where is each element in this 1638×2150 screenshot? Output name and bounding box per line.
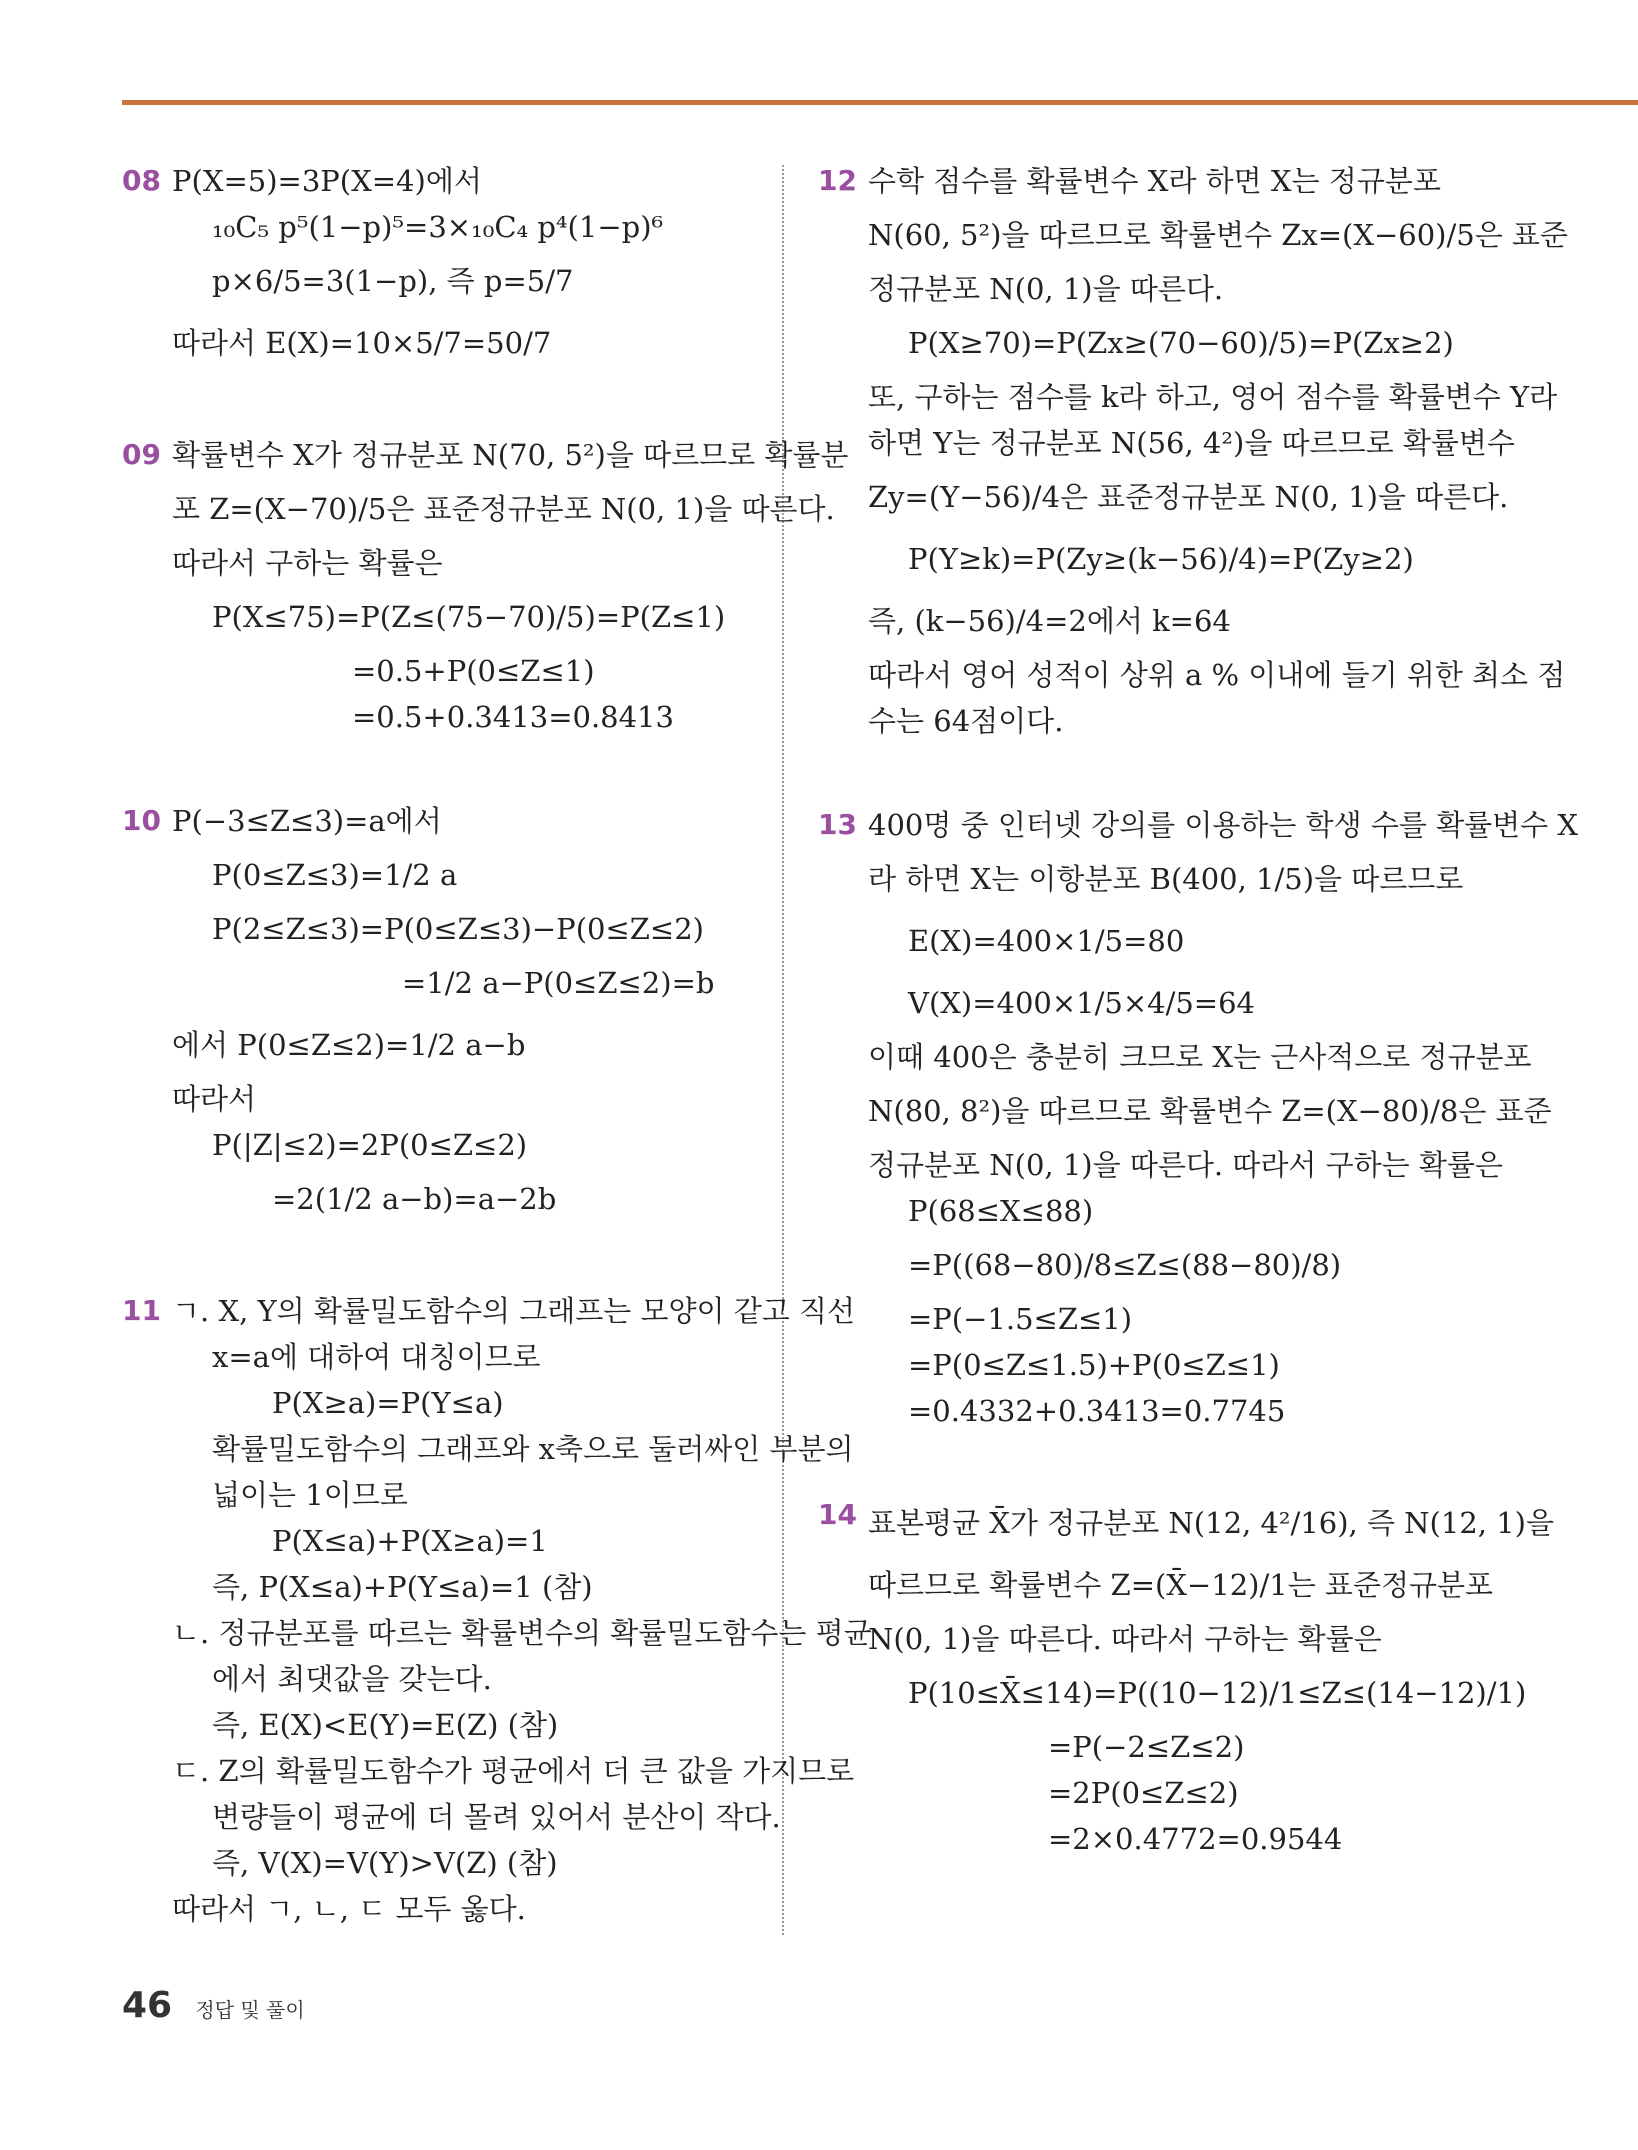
problem-12 [818,158,1568,744]
solution-line: =P((68−80)/8≤Z≤(88−80)/8) [908,1248,1342,1282]
solution-line: =0.5+0.3413=0.8413 [352,700,674,734]
solution-line: P(68≤X≤88) [908,1194,1094,1228]
solution-line: P(10≤X̄≤14)=P((10−12)/1≤Z≤(14−12)/1) [908,1676,1527,1710]
problem-number: 13 [818,808,857,841]
solution-line: ㄱ. X, Y의 확률밀도함수의 그래프는 모양이 같고 직선 [172,1294,856,1328]
solution-line: 즉, E(X)<E(Y)=E(Z) (참) [212,1708,559,1742]
solution-line: 또, 구하는 점수를 k라 하고, 영어 점수를 확률변수 Y라 [868,380,1558,414]
solution-line: 에서 최댓값을 갖는다. [212,1662,492,1696]
solution-line: =2×0.4772=0.9544 [1048,1822,1343,1856]
solution-line: V(X)=400×1/5×4/5=64 [908,986,1256,1020]
problem-08 [122,158,752,374]
solution-line: p×6/5=3(1−p), 즉 p=5/7 [212,264,574,298]
problem-number: 10 [122,804,161,837]
solution-line: 따라서 영어 성적이 상위 a % 이내에 들기 위한 최소 점 [868,658,1566,692]
solution-line: =0.5+P(0≤Z≤1) [352,654,595,688]
solution-line: P(2≤Z≤3)=P(0≤Z≤3)−P(0≤Z≤2) [212,912,704,946]
solution-line: N(60, 5²)을 따르므로 확률변수 Zx=(X−60)/5은 표준 [868,218,1568,252]
problem-09 [122,432,849,740]
problem-10 [122,798,752,1230]
solution-line: 하면 Y는 정규분포 N(56, 4²)을 따르므로 확률변수 [868,426,1515,460]
column-divider [782,165,784,1935]
solution-line: P(X≥70)=P(Zx≥(70−60)/5)=P(Zx≥2) [908,326,1454,360]
page-number: 46 [122,1985,173,2026]
solution-line: =2P(0≤Z≤2) [1048,1776,1239,1810]
solution-line: 즉, (k−56)/4=2에서 k=64 [868,604,1231,638]
solution-line: =P(−2≤Z≤2) [1048,1730,1245,1764]
problem-number: 12 [818,164,857,197]
solution-line: 정규분포 N(0, 1)을 따른다. [868,272,1224,306]
solution-line: x=a에 대하여 대칭이므로 [212,1340,541,1374]
solution-line: 즉, V(X)=V(Y)>V(Z) (참) [212,1846,558,1880]
problem-number: 08 [122,164,161,197]
solution-line: 따라서 [172,1082,257,1116]
solution-line: 400명 중 인터넷 강의를 이용하는 학생 수를 확률변수 X [868,808,1579,842]
solution-line: P(X=5)=3P(X=4)에서 [172,164,482,198]
solution-line: P(X≥a)=P(Y≤a) [272,1386,504,1420]
solution-line: N(0, 1)을 따른다. 따라서 구하는 확률은 [868,1622,1382,1656]
right-column [818,158,1579,1920]
solution-line: E(X)=400×1/5=80 [908,924,1185,958]
solution-line: 수학 점수를 확률변수 X라 하면 X는 정규분포 [868,164,1441,198]
solution-line: 넓이는 1이므로 [212,1478,408,1512]
solution-line: 라 하면 X는 이항분포 B(400, 1/5)을 따르므로 [868,862,1464,896]
solution-line: 표본평균 X̄가 정규분포 N(12, 4²/16), 즉 N(12, 1)을 [868,1506,1554,1540]
solution-line: 따라서 E(X)=10×5/7=50/7 [172,326,552,360]
solution-line: 에서 P(0≤Z≤2)=1/2 a−b [172,1028,526,1062]
solution-line: =2(1/2 a−b)=a−2b [272,1182,557,1216]
solution-line: =P(−1.5≤Z≤1) [908,1302,1133,1336]
solution-line: 정규분포 N(0, 1)을 따른다. 따라서 구하는 확률은 [868,1148,1503,1182]
solution-line: P(−3≤Z≤3)=a에서 [172,804,442,838]
top-accent-bar [122,100,1638,105]
solution-line: ㄷ. Z의 확률밀도함수가 평균에서 더 큰 값을 가지므로 [172,1754,855,1788]
solution-line: N(80, 8²)을 따르므로 확률변수 Z=(X−80)/8은 표준 [868,1094,1552,1128]
solution-line: P(X≤75)=P(Z≤(75−70)/5)=P(Z≤1) [212,600,726,634]
solution-line: 변량들이 평균에 더 몰려 있어서 분산이 작다. [212,1800,781,1834]
solution-line: ㄴ. 정규분포를 따르는 확률변수의 확률밀도함수는 평균 [172,1616,872,1650]
solution-line: =P(0≤Z≤1.5)+P(0≤Z≤1) [908,1348,1280,1382]
solution-line: P(0≤Z≤3)=1/2 a [212,858,458,892]
solution-line: 따라서 ㄱ, ㄴ, ㄷ 모두 옳다. [172,1892,526,1926]
solution-line: ₁₀C₅ p⁵(1−p)⁵=3×₁₀C₄ p⁴(1−p)⁶ [212,210,664,244]
problem-number: 14 [818,1498,857,1531]
problem-14 [818,1492,1554,1862]
solution-line: P(X≤a)+P(X≥a)=1 [272,1524,548,1558]
problem-number: 11 [122,1294,161,1327]
problem-number: 09 [122,438,161,471]
solution-line: =1/2 a−P(0≤Z≤2)=b [402,966,715,1000]
footer-label: 정답 및 풀이 [195,1998,305,2022]
solution-line: 이때 400은 충분히 크므로 X는 근사적으로 정규분포 [868,1040,1532,1074]
solution-line: 따라서 구하는 확률은 [172,546,443,580]
solution-line: 즉, P(X≤a)+P(Y≤a)=1 (참) [212,1570,593,1604]
problem-13 [818,802,1579,1434]
solution-line: Zy=(Y−56)/4은 표준정규분포 N(0, 1)을 따른다. [868,480,1509,514]
solution-line: P(|Z|≤2)=2P(0≤Z≤2) [212,1128,528,1162]
page-footer [122,1985,305,2026]
solution-line: 확률변수 X가 정규분포 N(70, 5²)을 따르므로 확률분 [172,438,849,472]
solution-line: 따르므로 확률변수 Z=(X̄−12)/1는 표준정규분포 [868,1568,1494,1602]
solution-line: 확률밀도함수의 그래프와 x축으로 둘러싸인 부분의 [212,1432,854,1466]
solution-line: 포 Z=(X−70)/5은 표준정규분포 N(0, 1)을 따른다. [172,492,835,526]
solution-line: 수는 64점이다. [868,704,1064,738]
solution-line: P(Y≥k)=P(Zy≥(k−56)/4)=P(Zy≥2) [908,542,1414,576]
solution-line: =0.4332+0.3413=0.7745 [908,1394,1286,1428]
